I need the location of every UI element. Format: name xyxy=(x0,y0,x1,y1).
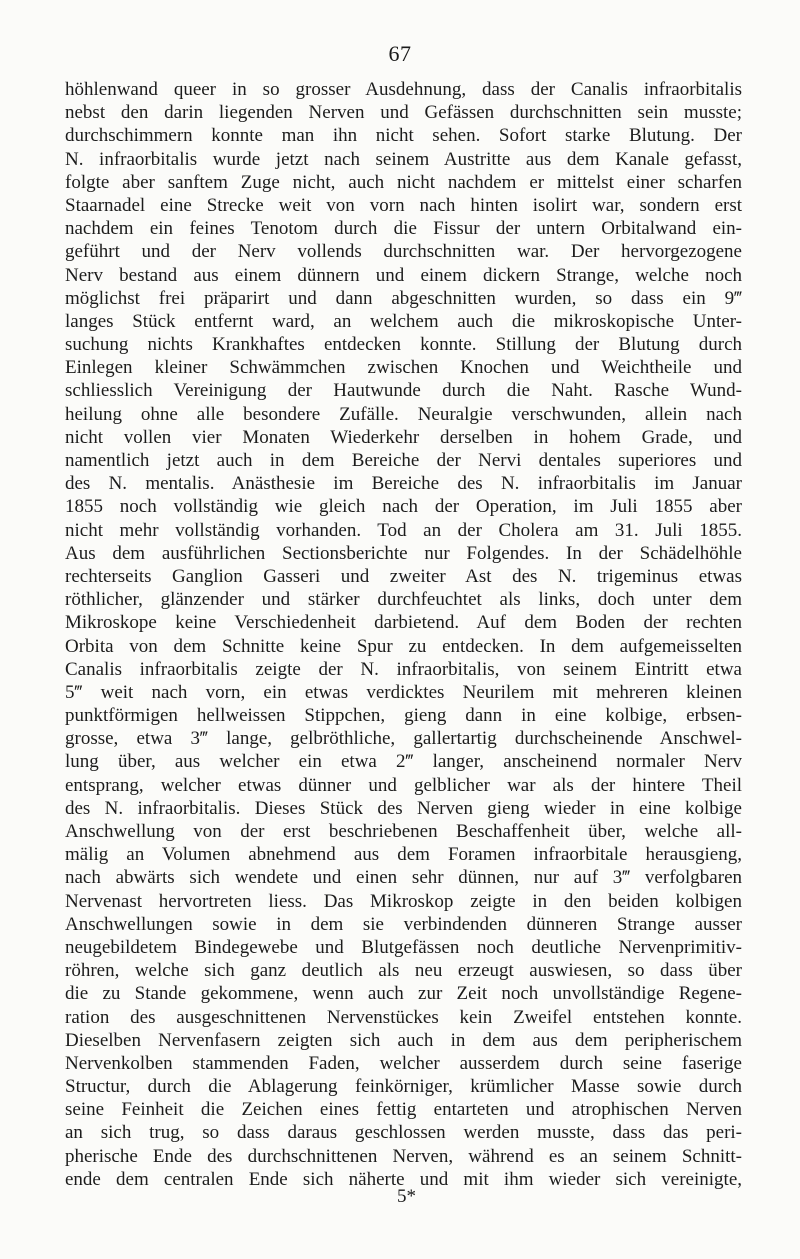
text-line: möglichst frei präparirt und dann abgeschnitten wurden, so dass ein 9‴ xyxy=(65,287,742,309)
text-line: pherische Ende des durchschnittenen Nerven, während es an seinem Schnitt- xyxy=(65,1145,742,1167)
text-line: rechterseits Ganglion Gasseri und zweiter Ast des N. trigeminus etwas xyxy=(65,565,742,587)
text-line: suchung nichts Krankhaftes entdecken konnte. Stillung der Blutung durch xyxy=(65,334,742,356)
text-line: röhren, welche sich ganz deutlich als neu erzeugt auswiesen, so dass über xyxy=(65,960,742,982)
text-line: entsprang, welcher etwas dünner und gelblicher war als der hintere Theil xyxy=(65,774,742,796)
text-line: Orbita von dem Schnitte keine Spur zu entdecken. In dem aufgemeisselten xyxy=(65,635,742,657)
text-line: 5‴ weit nach vorn, ein etwas verdicktes Neurilem mit mehreren kleinen xyxy=(65,681,742,703)
text-line: Dieselben Nervenfasern zeigten sich auch in dem aus dem peripherischem xyxy=(65,1029,742,1051)
text-line: durchschimmern konnte man ihn nicht sehen. Sofort starke Blutung. Der xyxy=(65,125,742,147)
text-line: langes Stück entfernt ward, an welchem auch die mikroskopische Unter- xyxy=(65,310,742,332)
text-line: Nerv bestand aus einem dünnern und einem dickern Strange, welche noch xyxy=(65,264,742,286)
text-line: nach abwärts sich wendete und einen sehr dünnen, nur auf 3‴ verfolgbaren xyxy=(65,867,742,889)
text-line: punktförmigen hellweissen Stippchen, gieng dann in eine kolbige, erbsen- xyxy=(65,705,742,727)
text-line: ration des ausgeschnittenen Nervenstückes kein Zweifel entstehen konnte. xyxy=(65,1006,742,1028)
signature-mark: 5* xyxy=(397,1186,416,1207)
text-line: die zu Stande gekommene, wenn auch zur Zeit noch unvollständige Regene- xyxy=(65,983,742,1005)
text-line: Einlegen kleiner Schwämmchen zwischen Knochen und Weichtheile und xyxy=(65,357,742,379)
page-number: 67 xyxy=(388,41,412,66)
text-line: Anschwellungen sowie in dem sie verbindenden dünneren Strange ausser xyxy=(65,913,742,935)
text-line: an sich trug, so dass daraus geschlossen werden musste, dass das peri- xyxy=(65,1122,742,1144)
text-line: nebst den darin liegenden Nerven und Gefässen durchschnitten sein musste; xyxy=(65,102,742,124)
text-line: schliesslich Vereinigung der Hautwunde durch die Naht. Rasche Wund- xyxy=(65,380,742,402)
text-line: grosse, etwa 3‴ lange, gelbröthliche, gallertartig durchscheinende Anschwel- xyxy=(65,728,742,750)
text-line: Anschwellung von der erst beschriebenen Beschaffenheit über, welche all- xyxy=(65,821,742,842)
text-line: seine Feinheit die Zeichen eines fettig entarteten und atrophischen Nerven xyxy=(65,1099,742,1121)
text-line: des N. infraorbitalis. Dieses Stück des Nerven gieng wieder in eine kolbige xyxy=(65,797,742,819)
text-line: des N. mentalis. Anästhesie im Bereiche des N. infraorbitalis im Januar xyxy=(65,473,742,495)
text-line: 1855 noch vollständig wie gleich nach der Operation, im Juli 1855 aber xyxy=(65,496,742,518)
text-line: Nervenast hervortreten liess. Das Mikroskop zeigte in den beiden kolbigen xyxy=(65,890,742,912)
text-line: ende dem centralen Ende sich näherte und mit ihm wieder sich vereinigte, xyxy=(65,1168,742,1190)
text-line: nicht vollen vier Monaten Wiederkehr derselben in hohem Grade, und xyxy=(65,426,742,448)
text-line: geführt und der Nerv vollends durchschnitten war. Der hervorgezogene xyxy=(65,241,742,263)
text-line: Nervenkolben stammenden Faden, welcher ausserdem durch seine faserige xyxy=(65,1052,742,1074)
text-line: Canalis infraorbitalis zeigte der N. infraorbitalis, von seinem Eintritt etwa xyxy=(65,658,742,680)
text-line: lung über, aus welcher ein etwa 2‴ langer, anscheinend normaler Nerv xyxy=(65,751,742,773)
text-line: Staarnadel eine Strecke weit von vorn nach hinten isolirt war, sondern erst xyxy=(65,194,742,216)
text-line: Aus dem ausführlichen Sectionsberichte nur Folgendes. In der Schädelhöhle xyxy=(65,542,742,564)
text-line: nachdem ein feines Tenotom durch die Fissur der untern Orbitalwand ein- xyxy=(65,218,742,240)
text-line: röthlicher, glänzender und stärker durchfeuchtet als links, doch unter dem xyxy=(65,589,742,611)
text-line: nicht mehr vollständig vorhanden. Tod an der Cholera am 31. Juli 1855. xyxy=(65,519,742,541)
text-line: neugebildetem Bindegewebe und Blutgefässen noch deutliche Nervenprimitiv- xyxy=(65,936,742,958)
text-line: Mikroskope keine Verschiedenheit darbietend. Auf dem Boden der rechten xyxy=(65,612,742,634)
text-line: folgte aber sanftem Zuge nicht, auch nicht nachdem er mittelst einer scharfen xyxy=(65,171,742,193)
text-line: heilung ohne alle besondere Zufälle. Neuralgie verschwunden, allein nach xyxy=(65,403,742,425)
text-line: Structur, durch die Ablagerung feinkörniger, krümlicher Masse sowie durch xyxy=(65,1076,742,1098)
body-text xyxy=(65,78,742,1191)
text-line: höhlenwand queer in so grosser Ausdehnung, dass der Canalis infraorbitalis xyxy=(65,79,742,100)
text-line: namentlich jetzt auch in dem Bereiche der Nervi dentales superiores und xyxy=(65,450,742,471)
text-line: mälig an Volumen abnehmend aus dem Foramen infraorbitale herausgieng, xyxy=(65,844,742,866)
text-line: N. infraorbitalis wurde jetzt nach seinem Austritte aus dem Kanale gefasst, xyxy=(65,148,742,170)
